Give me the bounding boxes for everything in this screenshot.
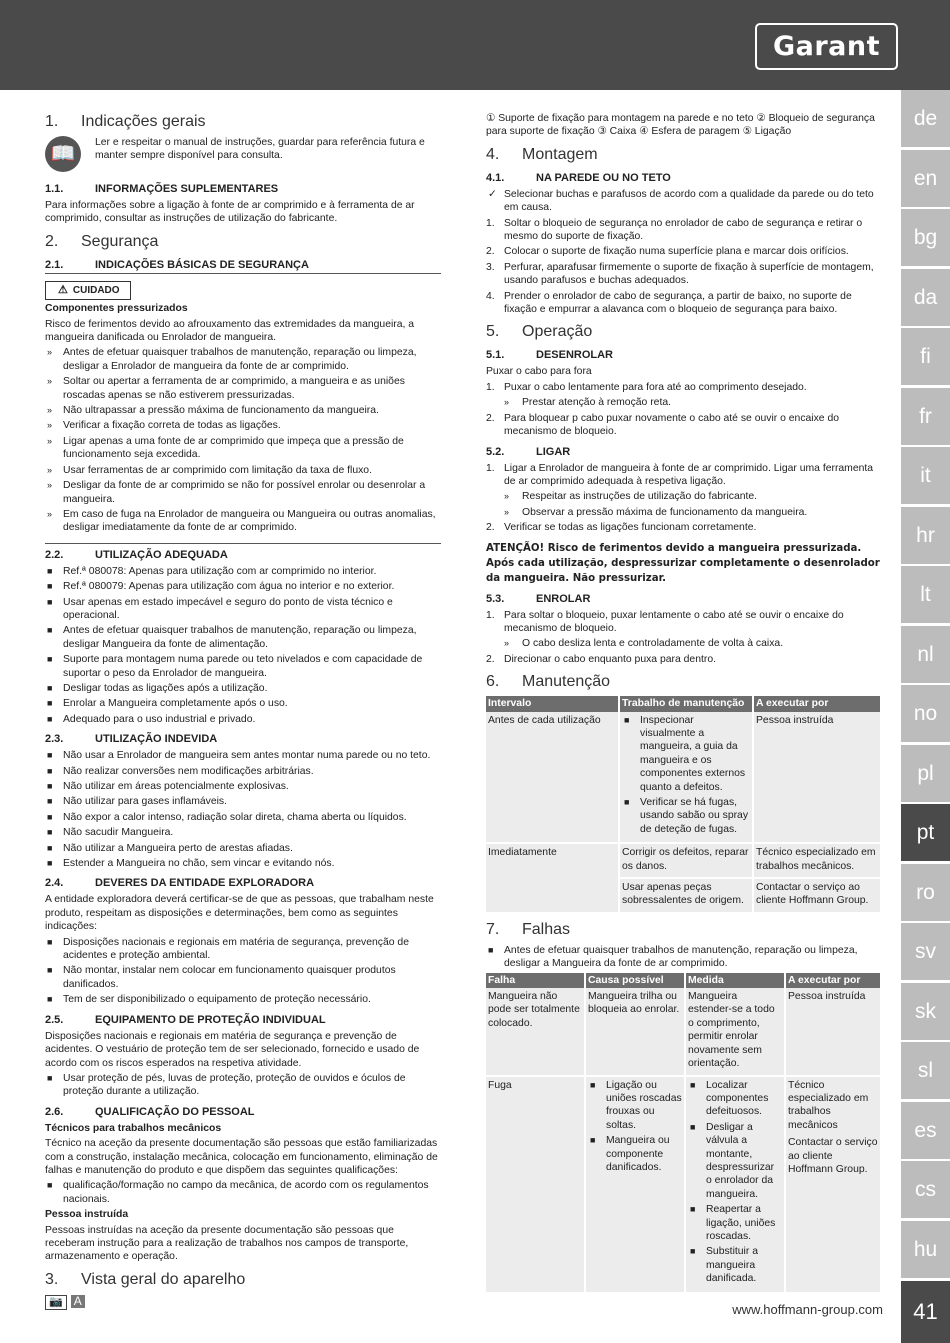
list-item: ■ Usar proteção de pés, luvas de proteção, proteção de ouvidos e óculos de proteção durante a utilização. <box>47 1072 406 1098</box>
lang-tab-hu[interactable]: hu <box>901 1221 950 1278</box>
section-1-1-text: Para informações sobre a ligação à fonte de ar comprimido e à ferramenta de ar comprimido, consultar as instruções de utilização do fabricante. <box>45 200 415 225</box>
lang-tab-sk[interactable]: sk <box>901 983 950 1040</box>
list-item: » Soltar ou apertar a ferramenta de ar comprimido, a mangueira e as uniões roscadas apenas se não estiverem pressurizadas. <box>47 376 405 401</box>
section-2-6-title: 2.6. QUALIFICAÇÃO DO PESSOAL <box>45 1105 255 1118</box>
warning-icon: ⚠ <box>58 283 68 296</box>
list-item: ■ Antes de efetuar quaisquer trabalhos de manutenção, reparação ou limpeza, desligar a Mangueira da fonte de ar comprimido. <box>488 944 858 970</box>
lang-tab-fi[interactable]: fi <box>901 328 950 385</box>
ppe-list <box>45 1072 441 1099</box>
section-2-3-title: 2.3. UTILIZAÇÃO INDEVIDA <box>45 733 218 746</box>
operator-duties-list <box>45 936 441 1007</box>
table-row: Imediatamente Corrigir os defeitos, reparar os danos. Técnico especializado em trabalhos mecânicos. <box>486 843 881 878</box>
list-item: ■ Não utilizar em áreas potencialmente explosivas. <box>47 781 289 792</box>
list-item: ■ Ref.ª 080079: Apenas para utilização com água no interior e no exterior. <box>47 581 395 593</box>
section-7-title: 7. Falhas <box>486 920 571 938</box>
intended-use-list <box>45 565 441 726</box>
list-item: 2. Verificar se todas as ligações funcionam corretamente. <box>486 522 757 534</box>
list-item: ✓ Selecionar buchas e parafusos de acordo com a qualidade da parede ou do teto em causa. <box>488 188 874 214</box>
list-item: ■ Não realizar conversões nem modificações arbitrárias. <box>47 765 314 777</box>
list-item: » Respeitar as instruções de utilização do fabricante. <box>504 491 758 503</box>
lang-tab-pl[interactable]: pl <box>901 745 950 802</box>
faults-note <box>486 944 882 971</box>
garant-logo: Garant <box>755 23 898 70</box>
header-bar <box>0 0 950 90</box>
list-item: ■ Reapertar a ligação, uniões roscadas. <box>690 1204 776 1242</box>
list-item: ■ Não expor a calor intenso, radiação solar direta, chama aberta ou líquidos. <box>47 811 407 823</box>
section-1-title: 1. Indicações gerais <box>45 113 206 130</box>
table-header: A executar por <box>753 696 881 711</box>
list-item: 4. Prender o enrolador de cabo de segurança, a partir de baixo, no suporte de fixação e empurrar a alavanca com o bloqueio de segurança para baixo. <box>486 290 852 316</box>
list-item: 1. Ligar a Enrolador de mangueira à fonte de ar comprimido. Ligar uma ferramenta de ar comprimido adequada à respetiva ligação. <box>486 462 874 487</box>
table-header: Falha <box>486 973 585 988</box>
table-header: Intervalo <box>486 696 619 711</box>
lang-tab-bg[interactable]: bg <box>901 209 950 266</box>
lang-tab-de[interactable]: de <box>901 90 950 147</box>
section-2-2-title: 2.2. UTILIZAÇÃO ADEQUADA <box>45 543 441 562</box>
table-row: Mangueira não pode ser totalmente colocado. Mangueira trilha ou bloqueia ao enrolar. Mangueira estender-se a todo o comprimento, permitir enrolar novamente sem orientação. Pessoa instruída <box>486 988 881 1075</box>
list-item: ■ Ref.ª 080078: Apenas para utilização com ar comprimido no interior. <box>47 565 377 577</box>
section-2-4-text: A entidade exploradora deverá certificar-se de que as pessoas, que trabalham neste produto, respeitam as disposições e determinações, bem como as seguintes indicações: <box>45 894 434 933</box>
list-item: 1. Soltar o bloqueio de segurança no enrolador de cabo de segurança e retirar o mesmo do suporte de fixação. <box>486 217 863 243</box>
list-item: ■ Enrolar a Mangueira completamente após o uso. <box>47 698 288 710</box>
attention-note: ATENÇÃO! Risco de ferimentos devido a mangueira pressurizada. Após cada utilização, despressurizar completamente o desenrolador da mangueira. Não pressurizar. <box>486 542 880 584</box>
list-item: ■ Estender a Mangueira no chão, sem vincar e evitando nós. <box>47 858 335 870</box>
maintenance-table <box>486 696 882 914</box>
list-item: » Não ultrapassar a pressão máxima de funcionamento da mangueira. <box>47 405 379 417</box>
connect-steps <box>486 462 882 535</box>
mechanics-subtitle: Técnicos para trabalhos mecânicos <box>45 1122 222 1134</box>
lang-tab-nl[interactable]: nl <box>901 626 950 683</box>
list-item: 2. Para bloquear p cabo puxar novamente o cabo até se ouvir o encaixe do mecanismo de bloqueio. <box>486 412 840 438</box>
table-row: Usar apenas peças sobressalentes de origem. Contactar o serviço ao cliente Hoffmann Group. <box>486 878 881 913</box>
list-item: ■ Não utilizar para gases inflamáveis. <box>47 796 228 808</box>
caution-subtitle: Componentes pressurizados <box>45 303 188 315</box>
mounting-steps <box>486 188 882 317</box>
list-item: » Prestar atenção à remoção reta. <box>504 397 672 409</box>
lang-tab-it[interactable]: it <box>901 447 950 504</box>
table-row: Fuga ■ Ligação ou uniões roscadas frouxas ou soltas. ■ Mangueira ou componente danificados. ■ Localizar componentes defeituosos. ■ Desligar a válvula a montante, despressurizar o enrolador da mangueira. ■ Reapertar a ligação, uniões roscadas. ■ Substituir a mangueira danificada. Técnico especializado em trabalhos mecânicos Contactar o serviço ao cliente Hoffmann Group. <box>486 1076 881 1293</box>
figure-reference <box>45 1294 441 1310</box>
section-2-1-title: 2.1. INDICAÇÕES BÁSICAS DE SEGURANÇA <box>45 258 441 274</box>
list-item: ■ Não montar, instalar nem colocar em funcionamento quaisquer produtos danificados. <box>47 965 396 990</box>
lang-tab-lt[interactable]: lt <box>901 566 950 623</box>
list-item: 3. Perfurar, aparafusar firmemente o suporte de fixação à superfície de montagem, usando parafusos e buchas adequados. <box>486 261 874 287</box>
list-item: » Desligar da fonte de ar comprimido se não for possível enrolar ou desenrolar a mangueira. <box>47 480 426 505</box>
section-4-1-title: 4.1. NA PAREDE OU NO TETO <box>486 171 671 184</box>
safety-list <box>45 346 441 534</box>
section-5-1-title: 5.1. DESENROLAR <box>486 349 614 362</box>
lang-tab-sv[interactable]: sv <box>901 923 950 980</box>
list-item: » Verificar a fixação correta de todas as ligações. <box>47 420 281 432</box>
list-item: 1. Para soltar o bloqueio, puxar lentamente o cabo até se ouvir o encaixe do mecanismo de bloqueio. <box>486 609 844 634</box>
lang-tab-en[interactable]: en <box>901 150 950 207</box>
list-item: ■ Não usar a Enrolador de mangueira sem antes montar numa parede ou no teto. <box>47 750 431 762</box>
list-item: ■ Mangueira ou componente danificados. <box>590 1135 670 1173</box>
table-header: A executar por <box>785 973 881 988</box>
faults-table <box>486 973 882 1294</box>
page-number: 41 <box>901 1281 950 1343</box>
qualification-list <box>45 1179 441 1206</box>
list-item: » Observar a pressão máxima de funcionamento da mangueira. <box>504 506 808 518</box>
section-4-title: 4. Montagem <box>486 145 598 163</box>
list-item: 2. Colocar o suporte de fixação numa superfície plana e marcar dois orifícios. <box>486 246 849 258</box>
lang-tab-fr[interactable]: fr <box>901 388 950 445</box>
section-5-3-title: 5.3. ENROLAR <box>486 592 591 605</box>
lang-tab-ro[interactable]: ro <box>901 864 950 921</box>
list-item: ■ Não sacudir Mangueira. <box>47 827 174 839</box>
list-item: ■ Não utilizar a Mangueira perto de arestas afiadas. <box>47 842 293 854</box>
list-item: 2. Direcionar o cabo enquanto puxa para dentro. <box>486 653 716 665</box>
list-item: ■ Usar apenas em estado impecável e seguro do ponto de vista técnico e operacional. <box>47 596 393 621</box>
list-item: ■ Desligar todas as ligações após a utilização. <box>47 682 268 694</box>
list-item: ■ qualificação/formação no campo da mecânica, de acordo com os regulamentos nacionais. <box>47 1180 429 1205</box>
footer-url[interactable]: www.hoffmann-group.com <box>732 1302 883 1317</box>
lang-tab-no[interactable]: no <box>901 685 950 742</box>
section-6-title: 6. Manutenção <box>486 673 611 691</box>
list-item: 1. Puxar o cabo lentamente para fora até ao comprimento desejado. <box>486 381 807 393</box>
section-5-1-text: Puxar o cabo para fora <box>486 366 592 378</box>
list-item: ■ Verificar se há fugas, usando sabão ou spray de deteção de fugas. <box>624 797 749 835</box>
lang-tab-hr[interactable]: hr <box>901 507 950 564</box>
lang-tab-cs[interactable]: cs <box>901 1161 950 1218</box>
list-item: » Usar ferramentas de ar comprimido com limitação da taxa de fluxo. <box>47 464 372 476</box>
left-column <box>45 112 441 1310</box>
list-item: » O cabo desliza lenta e controladamente de volta à caixa. <box>504 638 784 650</box>
instructed-text: Pessoas instruídas na aceção da presente documentação são pessoas que receberam instrução para a realização de trabalhos nos campos de transporte, armazenamento e operação. <box>45 1224 409 1263</box>
section-5-title: 5. Operação <box>486 323 593 341</box>
list-item: » Ligar apenas a uma fonte de ar comprimido que impeça que a pressão de funcionamento seja excedida. <box>47 435 404 461</box>
misuse-list <box>45 749 441 870</box>
list-item: ■ Substituir a mangueira danificada. <box>690 1246 758 1285</box>
lang-tab-da[interactable]: da <box>901 269 950 326</box>
list-item: ■ Adequado para o uso industrial e privado. <box>47 713 256 725</box>
intro-text: Ler e respeitar o manual de instruções, guardar para referência futura e manter sempre disponível para consulta. <box>95 137 425 162</box>
instructed-subtitle: Pessoa instruída <box>45 1209 129 1221</box>
table-header: Causa possível <box>585 973 685 988</box>
mechanics-text: Técnico na aceção da presente documentação são pessoas que estão familiarizadas com a construção, instalação mecânica, colocação em funcionamento, eliminação de falhas e manutenção do produto e que dispõem das seguintes qualificações: <box>45 1138 438 1176</box>
table-row: Antes de cada utilização ■ Inspecionar visualmente a mangueira, a guia da mangueira e os componentes externos quanto a defeitos. ■ Verificar se há fugas, usando sabão ou spray de deteção de fugas. Pessoa instruída <box>486 712 881 844</box>
list-item: ■ Desligar a válvula a montante, despressurizar o enrolador da mangueira. <box>690 1121 775 1200</box>
section-2-5-title: 2.5. EQUIPAMENTO DE PROTEÇÃO INDIVIDUAL <box>45 1013 326 1026</box>
section-2-4-title: 2.4. DEVERES DA ENTIDADE EXPLORADORA <box>45 877 315 890</box>
manual-intro <box>45 136 441 176</box>
list-item: ■ Inspecionar visualmente a mangueira, a guia da mangueira e os componentes externos quanto a defeitos. <box>624 714 746 793</box>
read-manual-icon: 📖 <box>45 136 81 172</box>
table-header: Medida <box>685 973 785 988</box>
section-1-1-title: 1.1. INFORMAÇÕES SUPLEMENTARES <box>45 183 279 195</box>
caution-text: Risco de ferimentos devido ao afrouxamento das extremidades da mangueira, a mangueira danificada ou Enrolador de mangueira. <box>45 318 415 344</box>
lang-tab-es[interactable]: es <box>901 1102 950 1159</box>
list-item: ■ Disposições nacionais e regionais em matéria de segurança, prevenção de acidentes e proteção ambiental. <box>47 936 409 962</box>
section-3-title: 3. Vista geral do aparelho <box>45 1270 246 1288</box>
list-item: ■ Tem de ser disponibilizado o equipamento de proteção necessário. <box>47 994 371 1006</box>
unwind-steps <box>486 381 882 439</box>
figure-label: A <box>71 1295 85 1308</box>
lang-tab-sl[interactable]: sl <box>901 1042 950 1099</box>
check-icon: ✓ <box>488 188 497 200</box>
list-item: » Antes de efetuar quaisquer trabalhos de manutenção, reparação ou limpeza, desligar a Enrolador de mangueira da fonte de ar comprimido. <box>47 347 417 372</box>
section-5-2-title: 5.2. LIGAR <box>486 445 571 458</box>
rewind-steps <box>486 609 882 667</box>
section-2-5-text: Disposições nacionais e regionais em matéria de segurança e prevenção de acidentes. O vestuário de proteção tem de ser selecionado, fornecido e usado de acordo com os riscos esperados na respetiva atividade. <box>45 1030 420 1069</box>
list-item: ■ Antes de efetuar quaisquer trabalhos de manutenção, reparação ou limpeza, desligar Mangueira da fonte de alimentação. <box>47 625 417 650</box>
table-header: Trabalho de manutenção <box>619 696 753 711</box>
list-item: ■ Localizar componentes defeituosos. <box>690 1079 769 1118</box>
right-column <box>486 112 882 1294</box>
camera-icon: 📷 <box>45 1295 67 1310</box>
list-item: ■ Suporte para montagem numa parede ou teto nivelados e com capacidade de suportar o peso da Enrolador de mangueira. <box>47 654 423 679</box>
lang-tab-pt[interactable]: pt <box>901 804 950 861</box>
caution-badge: ⚠ CUIDADO <box>45 281 131 300</box>
section-2-title: 2. Segurança <box>45 232 159 250</box>
overview-legend: ① Suporte de fixação para montagem na parede e no teto ② Bloqueio de segurança para suporte de fixação ③ Caixa ④ Esfera de paragem ⑤ Ligação <box>486 113 875 138</box>
list-item: » Em caso de fuga na Enrolador de mangueira ou Mangueira ou outras anomalias, desligar imediatamente da fonte de ar comprimido. <box>47 508 436 534</box>
list-item: ■ Ligação ou uniões roscadas frouxas ou soltas. <box>590 1079 682 1131</box>
